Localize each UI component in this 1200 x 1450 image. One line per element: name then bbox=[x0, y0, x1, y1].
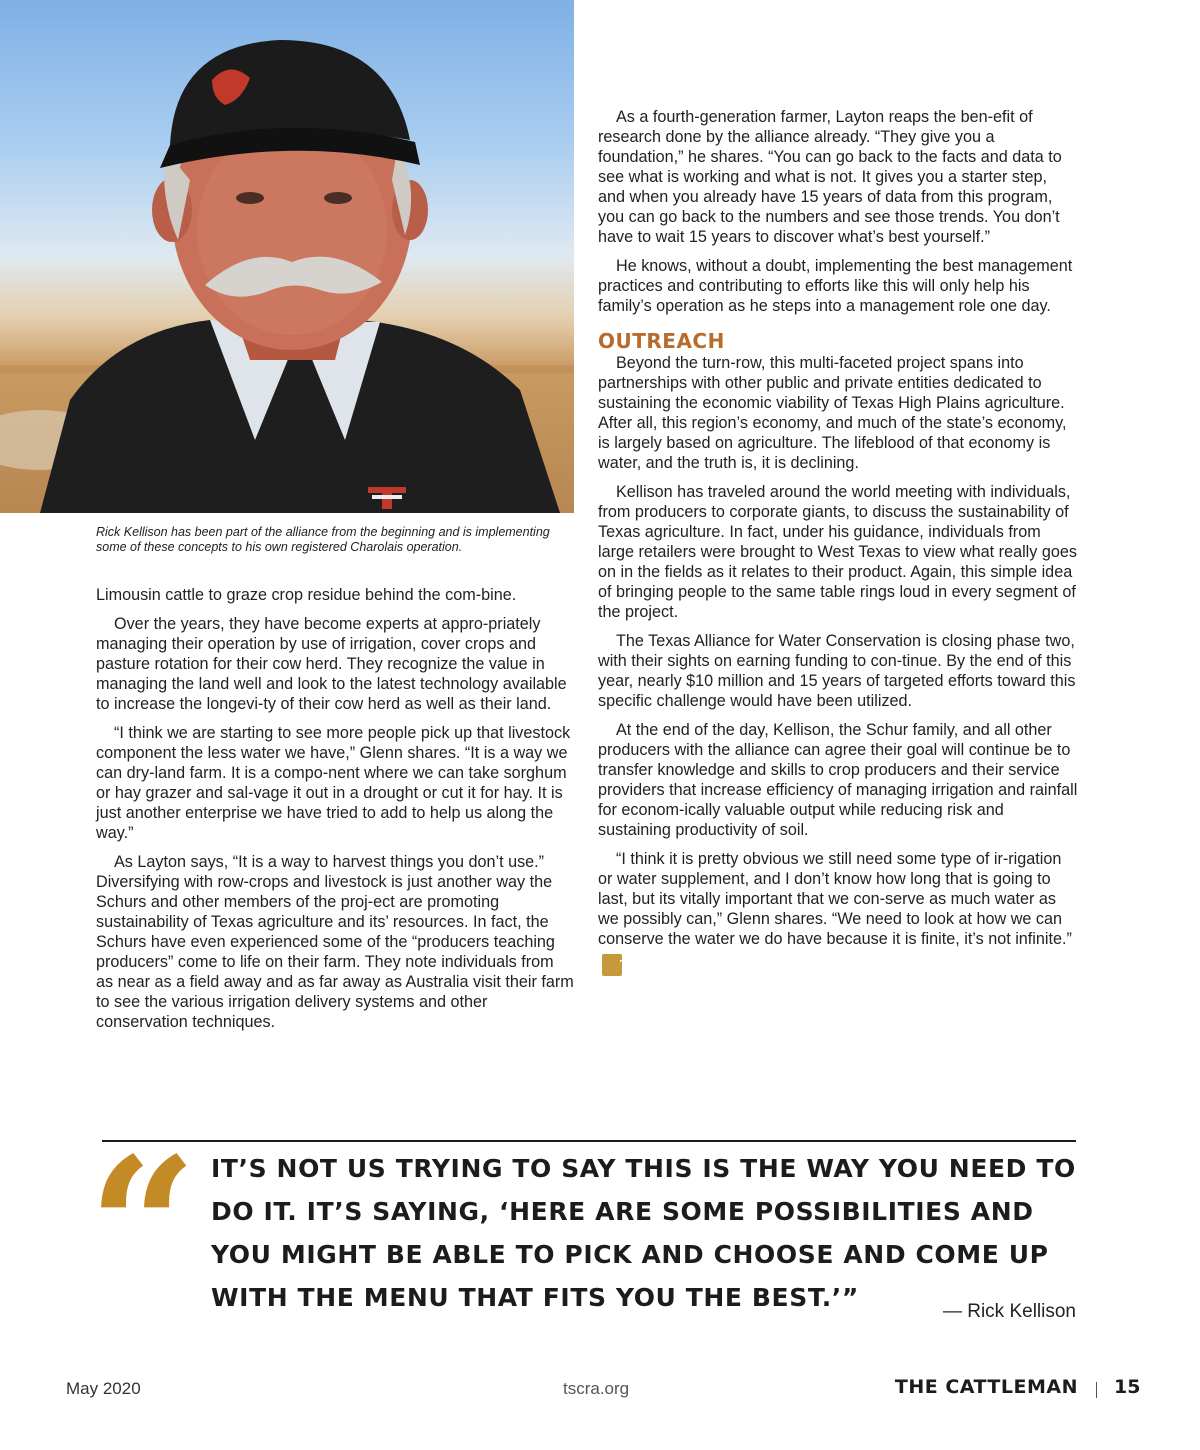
final-paragraph-text: “I think it is pretty obvious we still need some type of ir-rigation or water supplement, and I don’t know how long that is going to last, but its vitally important that we con-serve as much water as we possibly can,” Glenn shares. “We need to look at how we can conserve the water we do have because it is finite, it’s not infinite.” bbox=[598, 850, 1072, 948]
left-column bbox=[96, 585, 574, 1041]
body-paragraph: Beyond the turn-row, this multi-faceted project spans into partnerships with other public and private entities dedicated to sustaining the economic viability of Texas High Plains agriculture. After all, this region’s economy, and much of the state’s economy, is largely based on agriculture. The lifeblood of that economy is water, and the truth is, it is declining. bbox=[598, 354, 1067, 472]
body-paragraph: “I think we are starting to see more people pick up that livestock component the less water we have,” Glenn shares. “It is a way we can dry-land farm. It is a compo-nent where we can take sorghum or hay grazer and sal-vage it out in a drought or cut it for hay. It is just another enterprise we have tried to add to help us along the way.” bbox=[96, 724, 571, 842]
page-number: 15 bbox=[1114, 1376, 1141, 1398]
tc-end-mark-icon: TC bbox=[602, 954, 622, 976]
portrait-illustration bbox=[0, 0, 574, 513]
body-paragraph: Over the years, they have become experts at appro-priately managing their operation by use of irrigation, cover crops and pasture rotation for their cow herd. They recognize the value in managing the land well and look to the latest technology available to increase the longevi-ty of their cow herd as well as their land. bbox=[96, 615, 567, 713]
body-paragraph: He knows, without a doubt, implementing the best management practices and contributing to efforts like this will only help his family’s operation as he steps into a management role one day. bbox=[598, 257, 1073, 315]
pull-quote-text: IT’S NOT US TRYING TO SAY THIS IS THE WAY YOU NEED TO DO IT. IT’S SAYING, ‘HERE ARE SOME POSSIBILITIES AND YOU MIGHT BE ABLE TO PICK AND CHOOSE AND COME UP WITH THE MENU THAT FITS YOU THE BEST.’” bbox=[211, 1154, 1076, 1312]
footer-magazine-name: THE CATTLEMAN bbox=[894, 1376, 1078, 1398]
body-paragraph: The Texas Alliance for Water Conservation is closing phase two, with their sights on earning funding to con-tinue. By the end of this year, nearly $10 million and 15 years of targeted efforts toward this specific challenge would have been utilized. bbox=[598, 632, 1076, 710]
footer-divider bbox=[1096, 1382, 1097, 1398]
body-paragraph: At the end of the day, Kellison, the Schur family, and all other producers with the alliance can agree their goal will continue be to transfer knowledge and skills to crop producers and their service providers that increase efficiency of managing irrigation and rainfall for econom-ically valuable output while reducing risk and sustaining productivity of soil. bbox=[598, 721, 1078, 839]
pullquote-divider bbox=[102, 1140, 1076, 1142]
section-heading-outreach: OUTREACH bbox=[598, 329, 725, 353]
body-paragraph: Kellison has traveled around the world meeting with individuals, from producers to corporate giants, to discuss the sustainability of Texas agriculture. In fact, under his guidance, individuals from large retailers were brought to West Texas to view what really goes on in the fields as it relates to their product. Again, this simple idea of bringing people to the same table rings loud in every segment of the project. bbox=[598, 483, 1077, 621]
footer-url: tscra.org bbox=[563, 1379, 630, 1398]
body-paragraph: As Layton says, “It is a way to harvest things you don’t use.” Diversifying with row-crops and livestock is just another way the Schurs and other members of the proj-ect are promoting sustainability of Texas agriculture and its’ resources. In fact, the Schurs have even experienced some of the “producers teaching producers” come to life on their farm. They note individuals from as near as a field away and as far away as Australia visit their farm to see the various irrigation delivery systems and other conservation techniques. bbox=[96, 853, 574, 1031]
quote-mark-icon: “ bbox=[88, 1116, 198, 1339]
portrait-photo bbox=[0, 0, 574, 513]
right-column bbox=[598, 107, 1078, 985]
footer-date: May 2020 bbox=[66, 1379, 141, 1398]
body-paragraph: As a fourth-generation farmer, Layton reaps the ben-efit of research done by the alliance already. “They give you a foundation,” he shares. “You can go back to the facts and data to see what is working and what is not. It gives you a starter step, and when you already have 15 years of data from this program, you can go back to the numbers and see those trends. You don’t have to wait 15 years to discover what’s best yourself.” bbox=[598, 108, 1062, 246]
body-paragraph-final bbox=[598, 849, 1078, 976]
photo-caption: Rick Kellison has been part of the alliance from the beginning and is implementing some of these concepts to his own registered Charolais operation. bbox=[96, 525, 550, 554]
body-paragraph: Limousin cattle to graze crop residue behind the com-bine. bbox=[96, 586, 517, 604]
pull-quote-attribution: — Rick Kellison bbox=[942, 1301, 1076, 1322]
